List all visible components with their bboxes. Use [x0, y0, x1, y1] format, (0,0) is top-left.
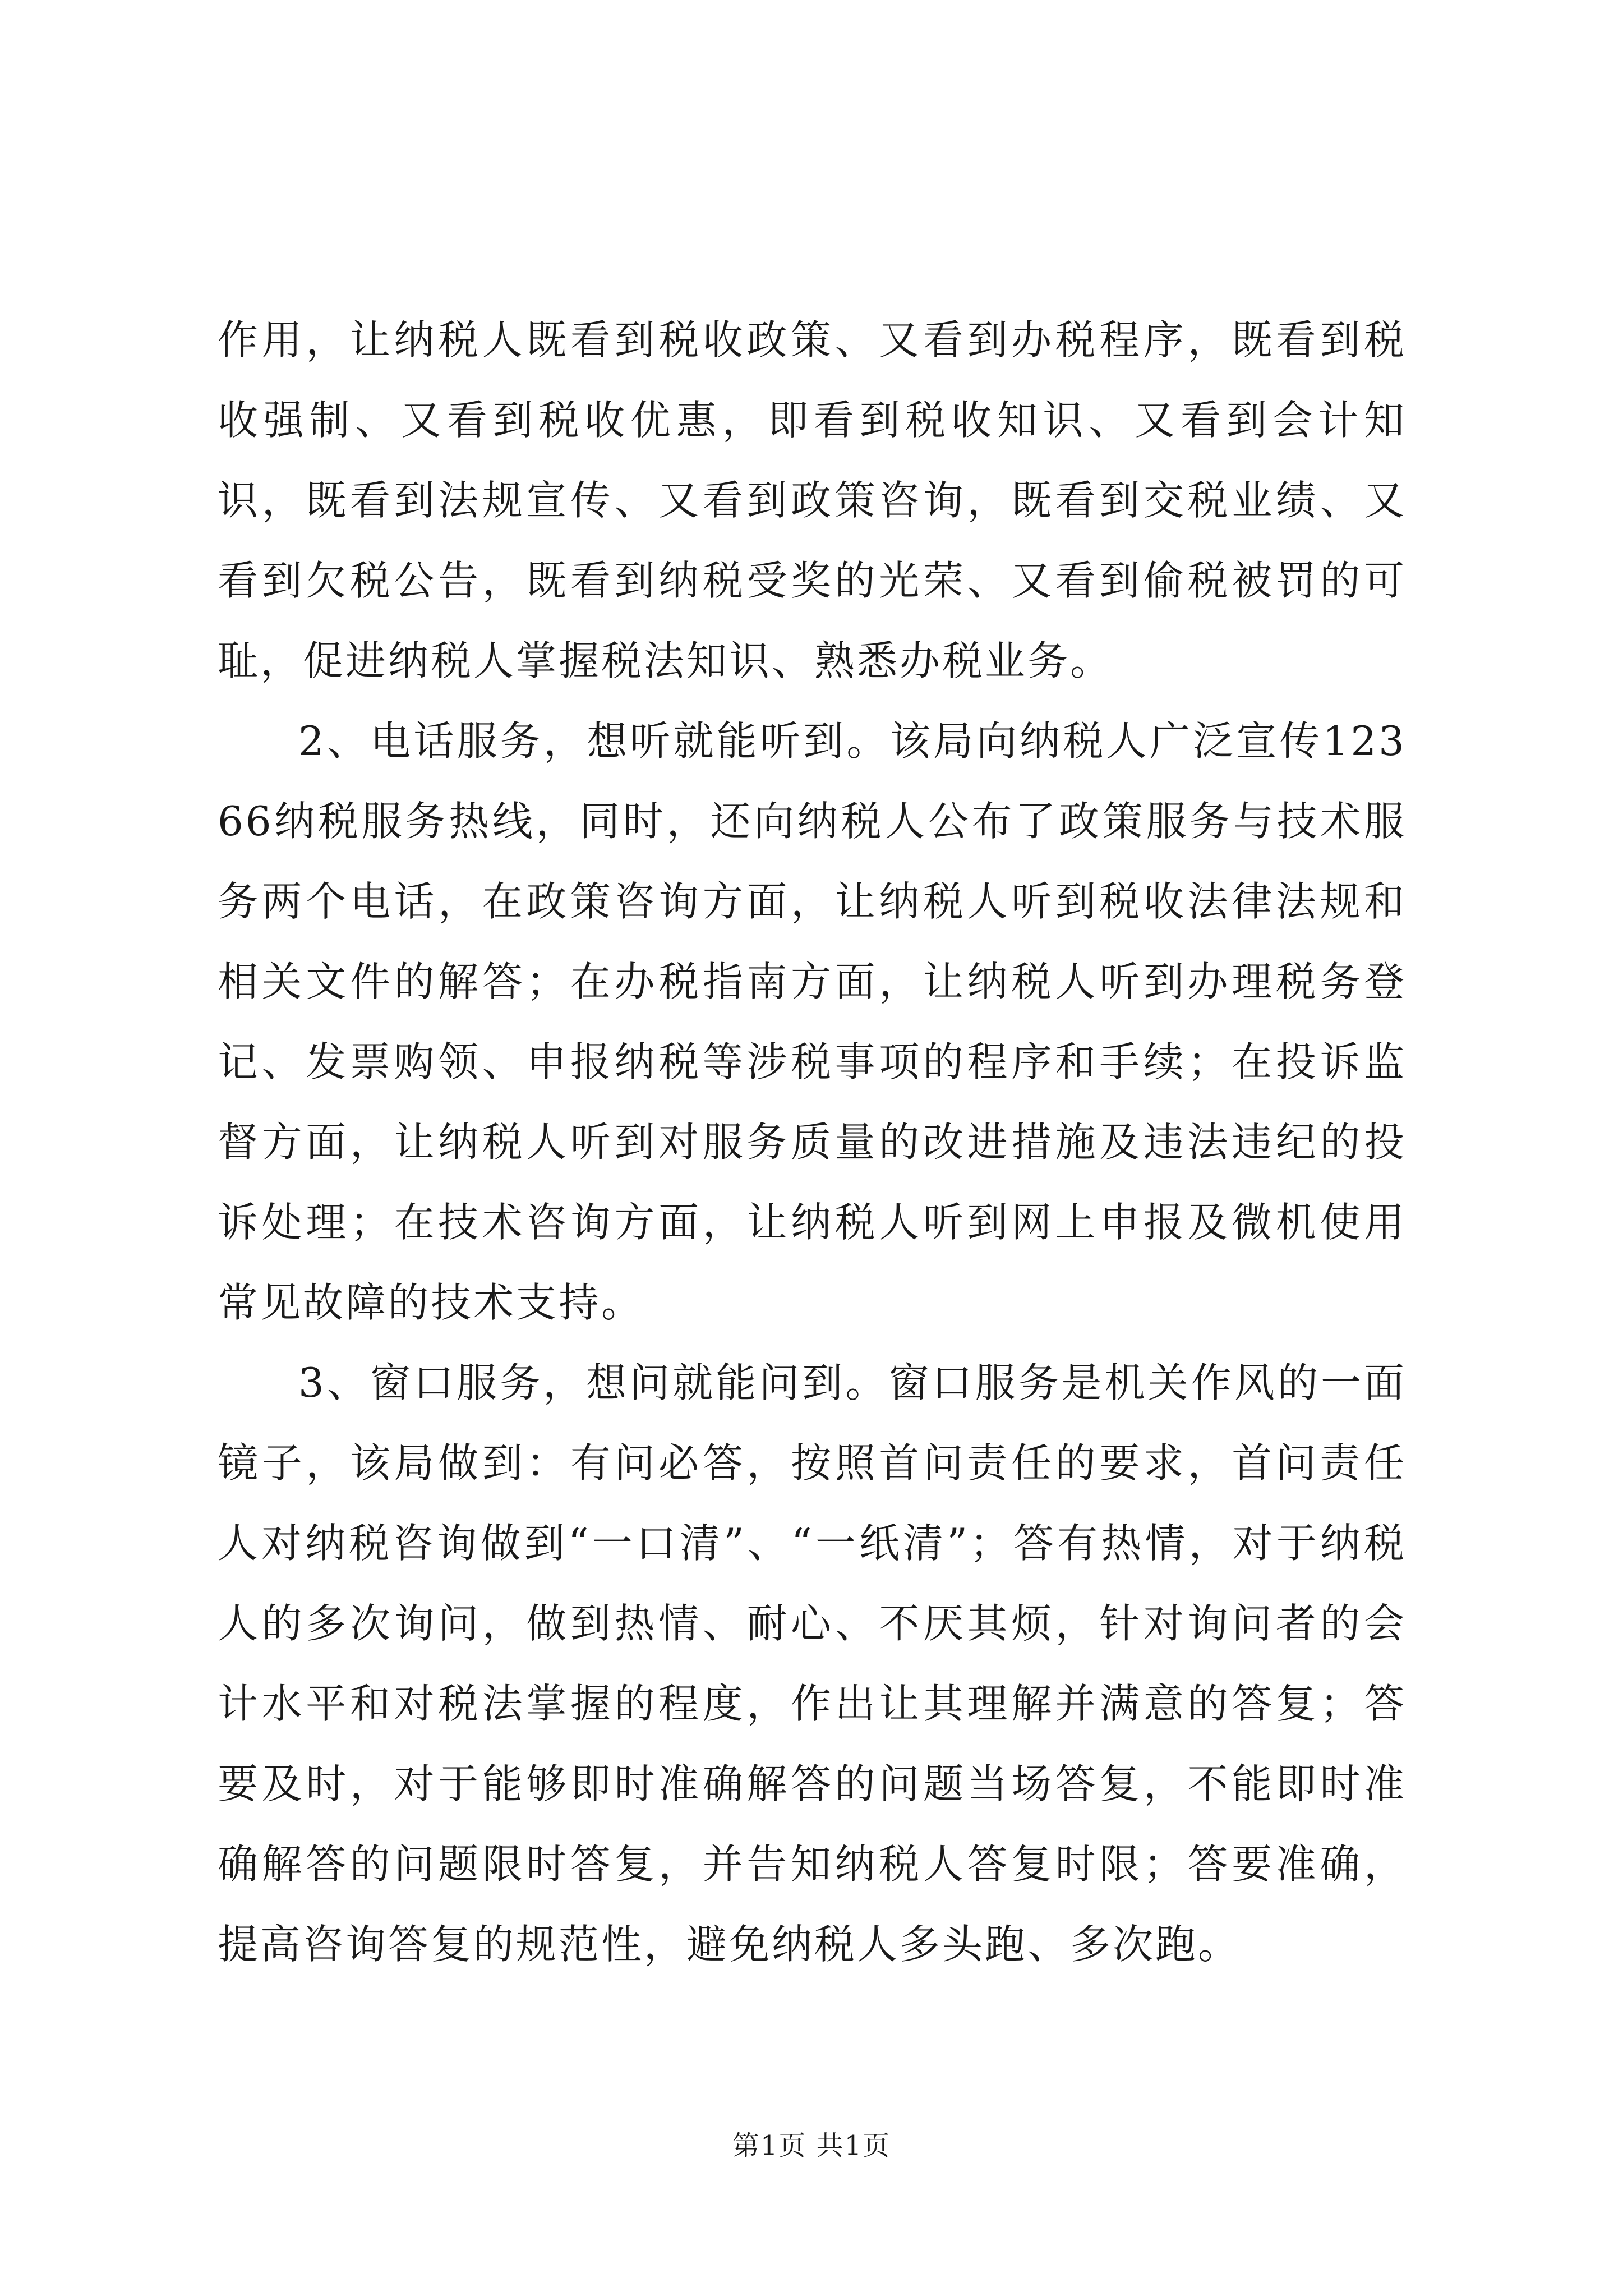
- document-body: [218, 300, 1407, 1985]
- paragraph-phone-service: 2、电话服务，想听就能听到。该局向纳税人广泛宣传12366纳税服务热线，同时，还向纳税人公布了政策服务与技术服务两个电话，在政策咨询方面，让纳税人听到税收法律法规和相关文件的解答；在办税指南方面，让纳税人听到办理税务登记、发票购领、申报纳税等涉税事项的程序和手续；在投诉监督方面，让纳税人听到对服务质量的改进措施及违法违纪的投诉处理；在技术咨询方面，让纳税人听到网上申报及微机使用常见故障的技术支持。: [218, 717, 1407, 1326]
- page-footer: 第1页 共1页: [732, 2130, 891, 2161]
- paragraph-continuation: 作用，让纳税人既看到税收政策、又看到办税程序，既看到税收强制、又看到税收优惠，即看到税收知识、又看到会计知识，既看到法规宣传、又看到政策咨询，既看到交税业绩、又看到欠税公告，既看到纳税受奖的光荣、又看到偷税被罚的可耻，促进纳税人掌握税法知识、熟悉办税业务。: [218, 316, 1407, 684]
- paragraph-window-service: 3、窗口服务，想问就能问到。窗口服务是机关作风的一面镜子，该局做到：有问必答，按照首问责任的要求，首问责任人对纳税咨询做到“一口清”、“一纸清”；答有热情，对于纳税人的多次询问，做到热情、耐心、不厌其烦，针对询问者的会计水平和对税法掌握的程度，作出让其理解并满意的答复；答要及时，对于能够即时准确解答的问题当场答复，不能即时准确解答的问题限时答复，并告知纳税人答复时限；答要准确，提高咨询答复的规范性，避免纳税人多头跑、多次跑。: [218, 1359, 1407, 1968]
